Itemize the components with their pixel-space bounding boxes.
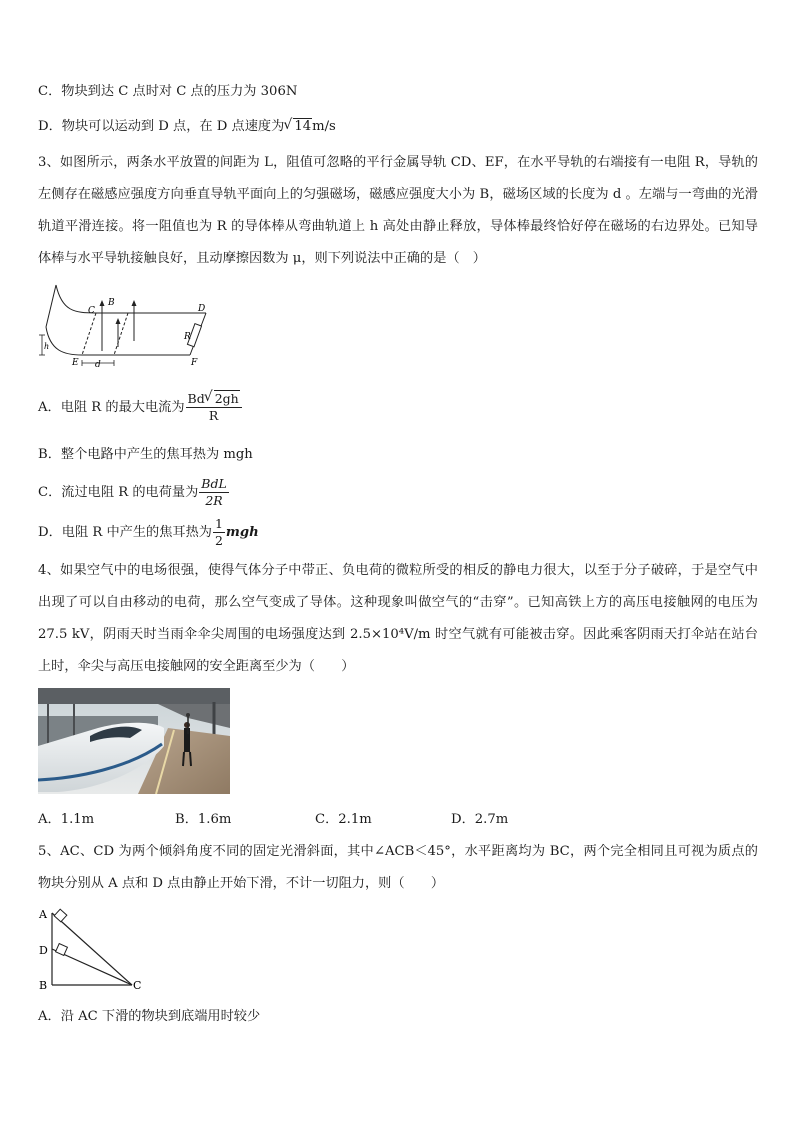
q4-option-b: B．1.6m: [175, 812, 232, 827]
label-d-length: d: [95, 360, 101, 368]
label-a: A: [39, 908, 47, 921]
q4-stem: 4、如果空气中的电场很强，使得气体分子中带正、负电荷的微粒所受的相反的静电力很大，以至于分子破碎，于是空气中出现了可以自由移动的电荷，那么空气变成了导体。这种现象叫做空气的“击穿”。已知高铁上方的高压电接触网的电压为 27.5 kV，阴雨天时当雨伞伞尖周围的电场强度达到 2.5×10⁴V/m 时空气就有可能被击穿。因此乘客阴雨天打伞站在站台上时，伞尖与高压电接触网的安全距离至少为（ ）: [38, 563, 758, 674]
q3-rail-figure: [38, 283, 218, 368]
q3-option-a: [38, 389, 243, 427]
q4-option-c: C．2.1m: [315, 812, 372, 827]
q3-option-b: B．整个电路中产生的焦耳热为 mgh: [38, 447, 253, 462]
label-d: D: [198, 304, 206, 314]
formula: mgh: [225, 525, 259, 540]
q2-option-d: [38, 118, 336, 136]
q5-stem: 5、AC、CD 为两个倾斜角度不同的固定光滑斜面，其中∠ACB＜45°，水平距离均为 BC，两个完全相同且可视为质点的物块分别从 A 点和 D 点由静止开始下滑，不计一切阻力，则（ ）: [38, 844, 758, 891]
fraction: [213, 516, 225, 549]
q3-option-d: [38, 514, 259, 552]
train-photo: [38, 688, 230, 794]
label-d: D: [39, 944, 48, 957]
label-b: B: [108, 298, 115, 308]
fraction: [186, 391, 242, 424]
label-c: C: [133, 979, 142, 992]
denominator: R: [208, 408, 219, 423]
label-e: E: [72, 358, 79, 368]
label-h: h: [44, 342, 50, 351]
q3-option-c: [38, 474, 230, 512]
q3-option-a-text: A．电阻 R 的最大电流为: [38, 400, 185, 415]
q3-option-c-text: C．流过电阻 R 的电荷量为: [38, 485, 199, 500]
sqrt-expression: [205, 391, 240, 407]
numerator: BdL: [201, 476, 227, 491]
fraction: [199, 476, 229, 509]
denominator: 2R: [205, 493, 223, 508]
unit: m/s: [312, 119, 336, 134]
q2-option-c: C．物块到达 C 点时对 C 点的压力为 306N: [38, 84, 298, 99]
q3-option-d-text: D．电阻 R 中产生的焦耳热为: [38, 525, 212, 540]
label-b: B: [39, 979, 48, 992]
q5-option-a: A．沿 AC 下滑的物块到底端用时较少: [38, 1009, 261, 1024]
q4-option-a: A．1.1m: [38, 812, 95, 827]
numerator: 1: [214, 516, 223, 531]
label-c: C: [88, 306, 95, 316]
q3-stem: 3、如图所示，两条水平放置的间距为 L，阻值可忽略的平行金属导轨 CD、EF，在水平导轨的右端接有一电阻 R，导轨的左侧存在磁感应强度方向垂直导轨平面向上的匀强磁场，磁感应强度大小为 B，磁场区域的长度为 d 。左端与一弯曲的光滑轨道平滑连接。将一阻值也为 R 的导体棒从弯曲轨道上 h 高处由静止释放，导体棒最终恰好停在磁场的右边界处。已知导体棒与水平导轨接触良好，且动摩擦因数为 μ，则下列说法中正确的是（ ）: [38, 155, 758, 266]
q4-option-d: D．2.7m: [451, 812, 509, 827]
q2-option-d-text: D．物块可以运动到 D 点，在 D 点速度为: [38, 119, 285, 134]
denominator: 2: [214, 533, 223, 548]
sqrt-expression: [284, 118, 312, 136]
label-f: F: [191, 358, 198, 368]
label-r: R: [184, 332, 191, 342]
radicand: 14: [294, 119, 312, 134]
q5-incline-figure: [36, 905, 148, 995]
numerator: Bd: [187, 391, 205, 406]
radicand: 2gh: [214, 391, 239, 406]
